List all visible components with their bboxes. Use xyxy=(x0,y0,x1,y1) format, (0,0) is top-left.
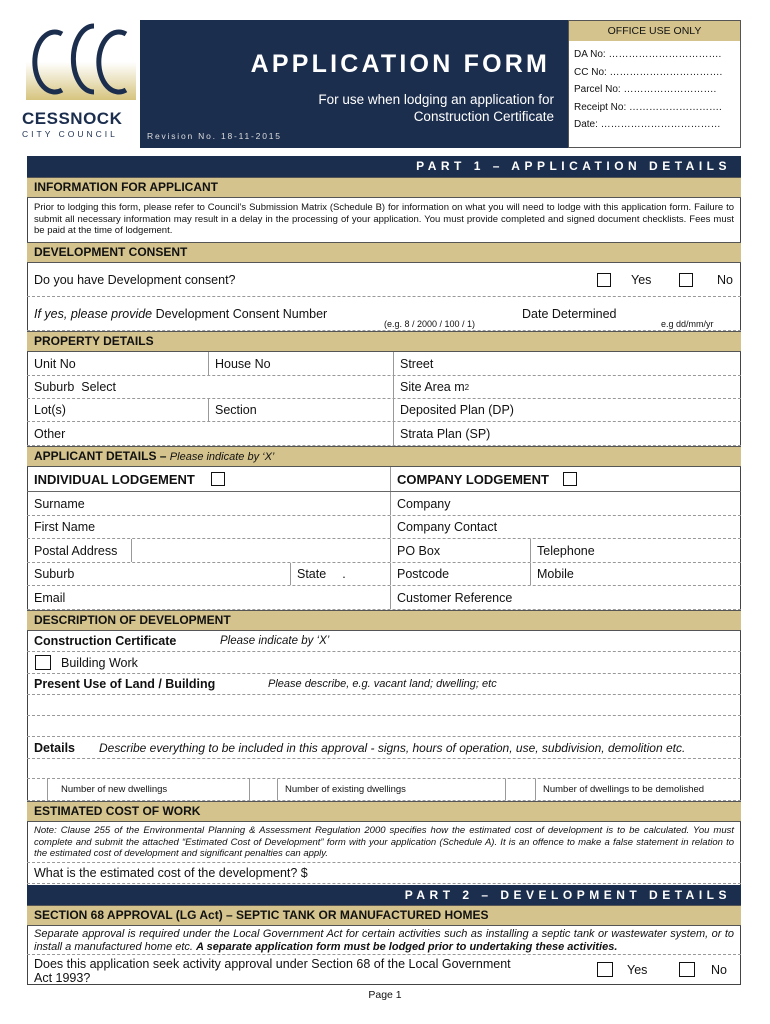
part2-bar: PART 2 – DEVELOPMENT DETAILS xyxy=(27,885,741,905)
applicant-heading-note: Please indicate by ‘X’ xyxy=(169,451,275,463)
demolished-dwellings-label: Number of dwellings to be demolished xyxy=(543,784,705,795)
company-lodgement-option[interactable] xyxy=(390,467,577,491)
strata-plan-field[interactable]: Strata Plan (SP) xyxy=(400,426,491,441)
house-no-field[interactable]: House No xyxy=(215,356,271,371)
info-text: Prior to lodging this form, please refer to Council’s Submission Matrix (Schedule B) for information on what you will need to lodge with this application form. Failure to submit all necessary information may result in a delay in the processing of your application. You must provide completed and signed document checklists. Fees must be paid at the time of lodgement. xyxy=(34,202,734,236)
section68-question xyxy=(34,957,511,985)
ccc-logo-icon xyxy=(22,20,140,102)
consent-number-prompt xyxy=(27,297,327,330)
other-field[interactable]: Other xyxy=(34,426,66,441)
info-heading: INFORMATION FOR APPLICANT xyxy=(27,177,741,198)
details-row xyxy=(27,737,741,759)
site-area-sup: 2 xyxy=(464,382,470,392)
cost-question: What is the estimated cost of the development? $ xyxy=(34,866,308,880)
site-area-label: Site Area m xyxy=(400,380,465,394)
details-note: Describe everything to be included in this approval - signs, hours of operation, use, subdivision, demolition etc. xyxy=(99,740,686,755)
suburb-label: Suburb xyxy=(34,380,75,394)
dev-consent-yes-checkbox[interactable] xyxy=(597,273,611,287)
description-heading: DESCRIPTION OF DEVELOPMENT xyxy=(27,610,741,631)
applicant-heading xyxy=(27,446,741,467)
title-banner xyxy=(140,20,568,148)
section68-note-text: Separate approval is required under the Local Government Act for certain activities such as installing a septic tank or wastewater system, or to install a manufactured home etc. xyxy=(34,928,734,953)
building-work-checkbox[interactable] xyxy=(35,655,51,670)
applicant-row-3 xyxy=(27,539,741,563)
individual-lodgement-checkbox[interactable] xyxy=(211,472,225,486)
building-work-row xyxy=(27,652,741,674)
street-field[interactable]: Street xyxy=(400,356,434,371)
postal-address-input[interactable] xyxy=(131,539,390,562)
cost-question-row[interactable] xyxy=(27,862,741,884)
present-use-note: Please describe, e.g. vacant land; dwelling; etc xyxy=(268,678,497,690)
applicant-row-5 xyxy=(27,586,741,610)
section68-question-line2: Act 1993? xyxy=(34,971,91,985)
po-box-field[interactable]: PO Box xyxy=(397,543,441,558)
section68-no-option[interactable] xyxy=(679,955,727,984)
cost-heading: ESTIMATED COST OF WORK xyxy=(27,801,741,822)
company-lodgement-checkbox[interactable] xyxy=(563,472,577,486)
property-row-1 xyxy=(27,352,741,376)
state-label: State xyxy=(297,567,327,581)
surname-field[interactable]: Surname xyxy=(34,496,85,511)
existing-dwellings-label: Number of existing dwellings xyxy=(285,784,406,795)
present-use-label: Present Use of Land / Building xyxy=(34,677,216,691)
lodgement-type-row xyxy=(27,467,741,492)
section68-question-line1: Does this application seek activity approval under Section 68 of the Local Government xyxy=(34,957,511,971)
dev-consent-yes-label: Yes xyxy=(631,272,652,287)
present-use-input-2[interactable] xyxy=(27,716,741,737)
property-heading: PROPERTY DETAILS xyxy=(27,331,741,352)
cc-note: Please indicate by ‘X’ xyxy=(220,635,330,647)
section68-no-checkbox[interactable] xyxy=(679,962,695,977)
section68-question-row xyxy=(27,954,741,984)
dev-consent-heading: DEVELOPMENT CONSENT xyxy=(27,242,741,263)
date-determined-label: Date Determined xyxy=(522,306,617,321)
applicant-suburb-field[interactable]: Suburb xyxy=(34,567,75,581)
building-work-option[interactable] xyxy=(27,652,138,673)
state-value: . xyxy=(342,567,346,581)
office-date-field[interactable]: Date: ……………………………… xyxy=(574,119,721,130)
dev-consent-question-row xyxy=(27,263,741,297)
dev-consent-no-option[interactable] xyxy=(679,263,733,296)
dev-consent-yes-option[interactable] xyxy=(597,263,651,296)
section-field[interactable]: Section xyxy=(215,403,257,417)
new-dwellings-label: Number of new dwellings xyxy=(61,784,168,795)
state-field[interactable] xyxy=(290,563,346,585)
company-field[interactable]: Company xyxy=(397,496,451,511)
site-area-field[interactable] xyxy=(393,376,469,398)
dev-consent-no-checkbox[interactable] xyxy=(679,273,693,287)
suburb-select[interactable]: Select xyxy=(81,380,117,394)
present-use-input-1[interactable] xyxy=(27,695,741,716)
section68-no-label: No xyxy=(711,962,727,977)
office-use-box xyxy=(568,20,741,148)
section68-heading: SECTION 68 APPROVAL (LG Act) – SEPTIC TANK OR MANUFACTURED HOMES xyxy=(27,905,741,926)
individual-lodgement-option[interactable] xyxy=(27,467,225,491)
applicant-heading-label: APPLICANT DETAILS – xyxy=(34,449,167,463)
date-determined-example: e.g dd/mm/yr xyxy=(661,318,714,329)
customer-reference-field[interactable]: Customer Reference xyxy=(397,590,513,605)
first-name-field[interactable]: First Name xyxy=(34,520,96,534)
office-cc-field[interactable]: CC No: ……………………………. xyxy=(574,66,723,78)
office-da-field[interactable]: DA No: ……………………………. xyxy=(574,49,722,60)
unit-no-field[interactable]: Unit No xyxy=(34,356,76,371)
cc-row xyxy=(27,631,741,652)
consent-number-example: (e.g. 8 / 2000 / 100 / 1) xyxy=(384,318,476,329)
dev-consent-no-label: No xyxy=(717,272,733,287)
cost-note: Note: Clause 255 of the Environmental Planning & Assessment Regulation 2000 specifies how the estimated cost of development is to be calculated. You must complete and submit the attached “Estimated Cost of Development” form with your application (Schedule A). It is an offence to make a false statement in relation to the estimated cost of development and significant penalties can apply. xyxy=(34,825,734,859)
applicant-row-1 xyxy=(27,492,741,516)
dev-consent-number-row xyxy=(27,297,741,331)
applicant-row-4 xyxy=(27,563,741,586)
applicant-row-2 xyxy=(27,516,741,539)
mobile-field[interactable]: Mobile xyxy=(537,567,574,581)
individual-lodgement-label: INDIVIDUAL LODGEMENT xyxy=(34,471,195,487)
form-title: APPLICATION FORM xyxy=(250,50,550,78)
building-work-label: Building Work xyxy=(61,655,138,670)
section68-note xyxy=(27,926,741,954)
logo-subtitle: CITY COUNCIL xyxy=(22,129,118,139)
email-field[interactable]: Email xyxy=(34,590,66,605)
suburb-field[interactable] xyxy=(27,376,116,398)
details-input-1[interactable] xyxy=(27,759,741,779)
consent-number-label: Development Consent Number xyxy=(155,306,328,321)
section68-yes-option[interactable] xyxy=(597,955,647,984)
office-use-heading: OFFICE USE ONLY xyxy=(569,21,740,41)
form-subtitle-line1: For use when lodging an application for xyxy=(318,92,554,107)
form-subtitle-line2: Construction Certificate xyxy=(413,109,554,124)
office-receipt-field[interactable]: Receipt No: ………………………. xyxy=(574,101,722,113)
lots-field[interactable]: Lot(s) xyxy=(34,403,66,417)
logo-name: CESSNOCK xyxy=(22,109,123,128)
postal-address-label: Postal Address xyxy=(34,543,118,558)
part1-bar: PART 1 – APPLICATION DETAILS xyxy=(27,156,741,177)
present-use-row xyxy=(27,674,741,695)
section68-yes-label: Yes xyxy=(627,962,648,977)
company-lodgement-label: COMPANY LODGEMENT xyxy=(397,471,549,487)
office-parcel-field[interactable]: Parcel No: ………………………. xyxy=(574,84,717,95)
revision-number: Revision No. 18-11-2015 xyxy=(147,131,282,141)
details-label: Details xyxy=(34,740,75,755)
property-row-2 xyxy=(27,376,741,399)
company-contact-field[interactable]: Company Contact xyxy=(397,520,498,534)
dev-consent-question: Do you have Development consent? xyxy=(34,272,236,287)
telephone-field[interactable]: Telephone xyxy=(537,543,595,558)
section68-yes-checkbox[interactable] xyxy=(597,962,613,977)
cc-label: Construction Certificate xyxy=(34,634,177,648)
property-row-3 xyxy=(27,399,741,422)
deposited-plan-field[interactable]: Deposited Plan (DP) xyxy=(400,403,514,417)
dwellings-row xyxy=(27,779,741,801)
page-number: Page 1 xyxy=(368,989,402,1001)
if-yes-label: If yes, please provide xyxy=(34,306,153,321)
property-row-4 xyxy=(27,422,741,446)
council-logo xyxy=(22,20,140,139)
postcode-field[interactable]: Postcode xyxy=(397,567,450,581)
section68-note-bold: A separate application form must be lodged prior to undertaking these activities. xyxy=(196,941,618,953)
